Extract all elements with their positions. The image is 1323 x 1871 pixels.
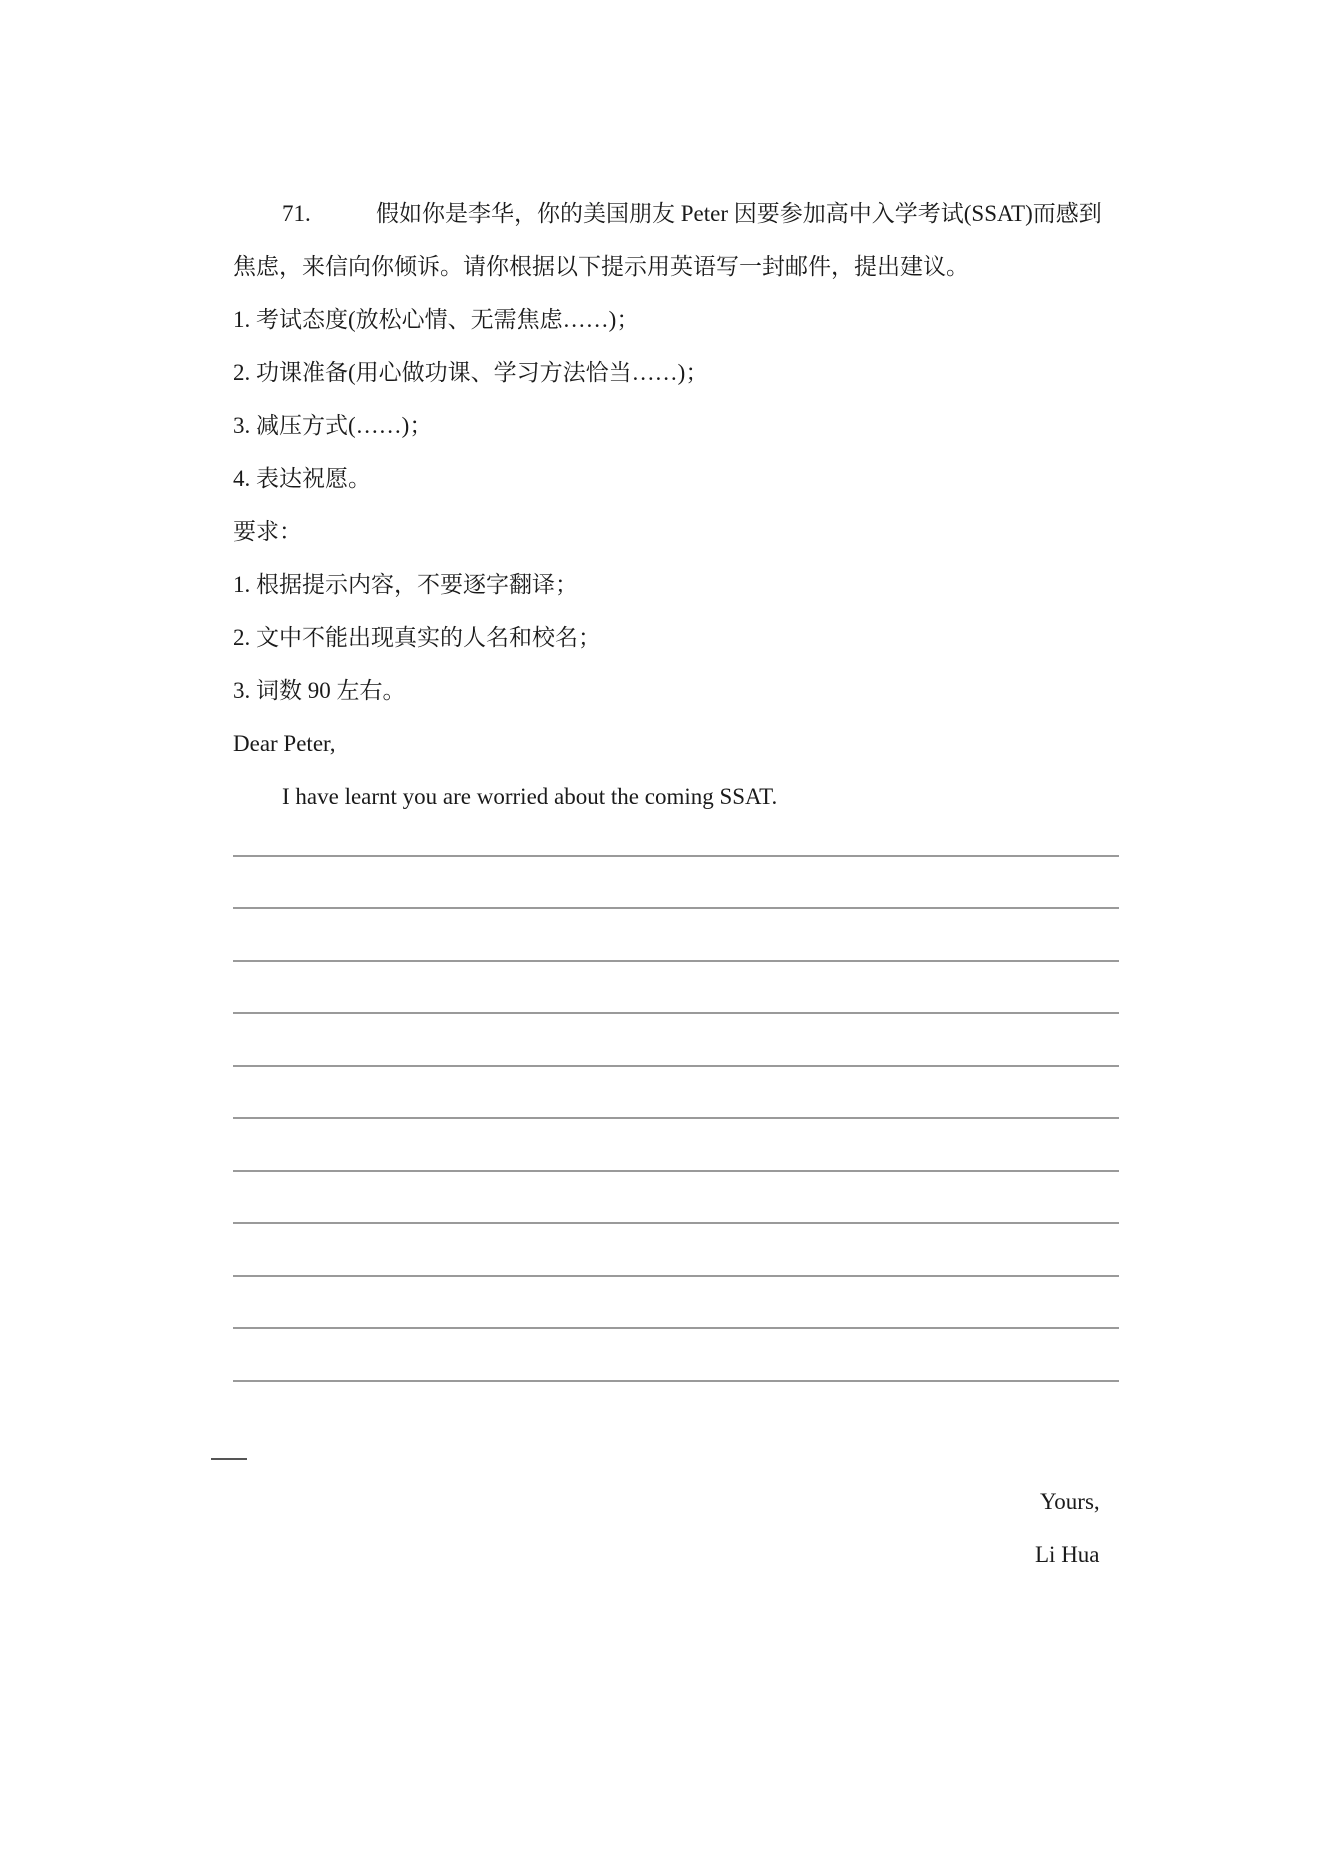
letter-salutation: Dear Peter,	[233, 731, 336, 756]
writing-line[interactable]	[233, 1275, 1119, 1277]
writing-line[interactable]	[233, 1222, 1119, 1224]
prompt-item-3: 3. 减压方式(……)；	[233, 413, 433, 438]
writing-line[interactable]	[233, 907, 1119, 909]
requirement-item-1: 1. 根据提示内容，不要逐字翻译；	[233, 572, 578, 597]
letter-signature: Li Hua	[1035, 1542, 1100, 1567]
prompt-item-1: 1. 考试态度(放松心情、无需焦虑……)；	[233, 307, 640, 332]
requirement-item-3: 3. 词数 90 左右。	[233, 678, 406, 703]
requirement-item-2: 2. 文中不能出现真实的人名和校名；	[233, 625, 601, 650]
question-number: 71.	[282, 201, 311, 226]
prompt-item-2: 2. 功课准备(用心做功课、学习方法恰当……)；	[233, 360, 709, 385]
short-dash-mark	[211, 1458, 247, 1460]
writing-line[interactable]	[233, 1012, 1119, 1014]
writing-line[interactable]	[233, 1117, 1119, 1119]
requirements-heading: 要求：	[233, 519, 302, 544]
letter-closing: Yours,	[1040, 1489, 1100, 1514]
writing-line[interactable]	[233, 1065, 1119, 1067]
writing-line[interactable]	[233, 1327, 1119, 1329]
writing-line[interactable]	[233, 1380, 1119, 1382]
writing-line[interactable]	[233, 960, 1119, 962]
question-intro-line-1: 假如你是李华，你的美国朋友 Peter 因要参加高中入学考试(SSAT)而感到	[376, 201, 1102, 226]
question-intro-line-2: 焦虑，来信向你倾诉。请你根据以下提示用英语写一封邮件，提出建议。	[233, 254, 969, 279]
writing-line[interactable]	[233, 1170, 1119, 1172]
writing-line[interactable]	[233, 855, 1119, 857]
letter-opening-sentence: I have learnt you are worried about the coming SSAT.	[282, 784, 778, 809]
prompt-item-4: 4. 表达祝愿。	[233, 466, 371, 491]
